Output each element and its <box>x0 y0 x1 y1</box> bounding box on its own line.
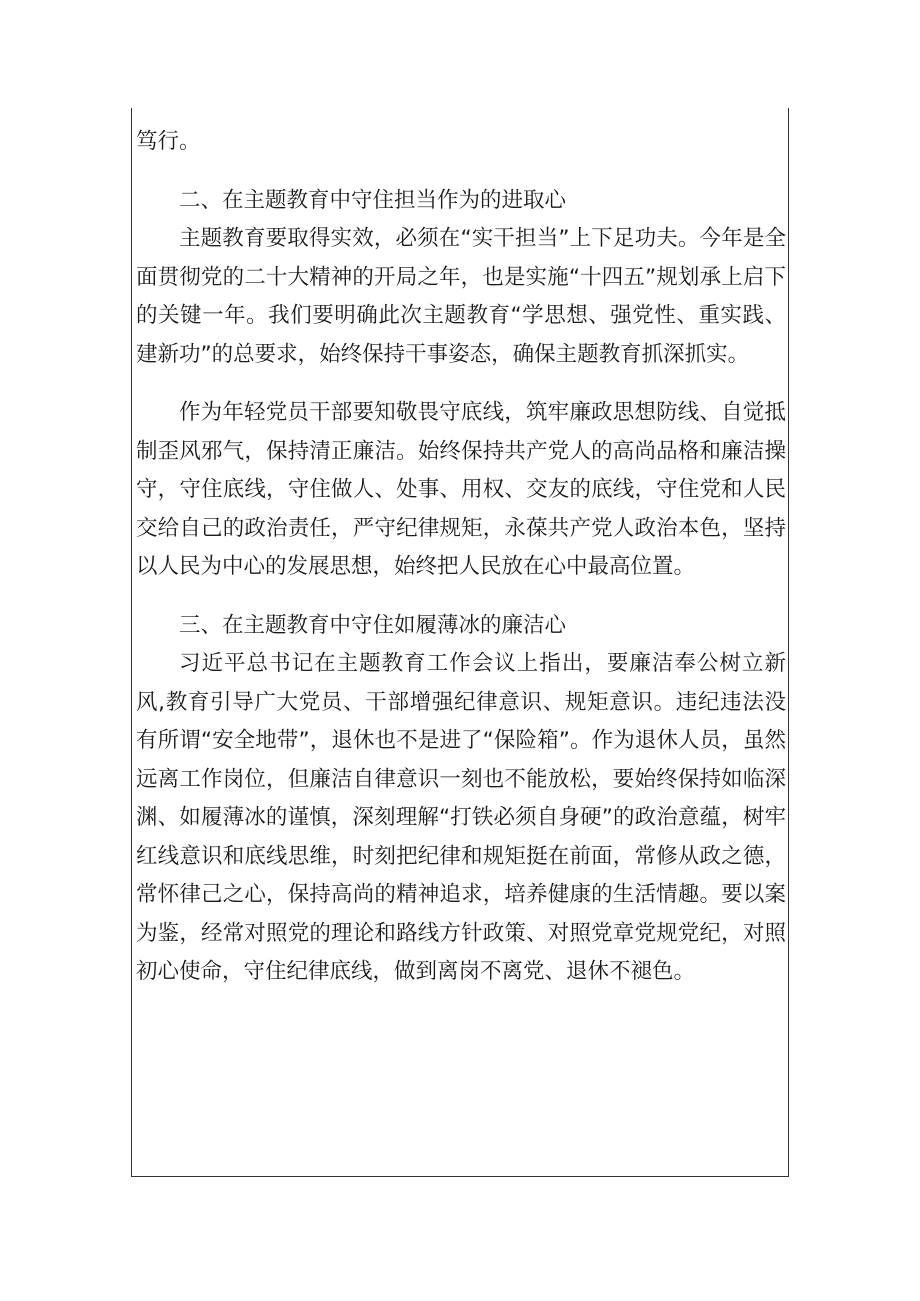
paragraph: 主题教育要取得实效，必须在“实干担当”上下足功夫。今年是全面贯彻党的二十大精神的开局之年，也是实施“十四五”规划承上启下的关键一年。我们要明确此次主题教育“学思想、强党性、重实践、建新功”的总要求，始终保持干事姿态，确保主题教育抓深抓实。 <box>136 226 786 367</box>
paragraph: 习近平总书记在主题教育工作会议上指出，要廉洁奉公树立新风,教育引导广大党员、干部增强纪律意识、规矩意识。违纪违法没有所谓“安全地带”，退休也不是进了“保险箱”。作为退休人员，虽然远离工作岗位，但廉洁自律意识一刻也不能放松，要始终保持如临深渊、如履薄冰的谨慎，深刻理解“打铁必须自身硬”的政治意蕴，树牢红线意识和底线思维，时刻把纪律和规矩挺在前面，常修从政之德，常怀律己之心，保持高尚的精神追求，培养健康的生活情趣。要以案为鉴，经常对照党的理论和路线方针政策、对照党章党规党纪，对照初心使命，守住纪律底线，做到离岗不离党、退休不褪色。 <box>136 651 786 984</box>
paragraph: 作为年轻党员干部要知敬畏守底线，筑牢廉政思想防线、自觉抵制歪风邪气，保持清正廉洁。始终保持共产党人的高尚品格和廉洁操守，守住底线，守住做人、处事、用权、交友的底线，守住党和人民交给自己的政治责任，严守纪律规矩，永葆共产党人政治本色，坚持以人民为中心的发展思想，始终把人民放在心中最高位置。 <box>136 400 786 579</box>
section-heading-3: 三、在主题教育中守住如履薄冰的廉洁心 <box>179 612 567 638</box>
document-body <box>136 123 786 992</box>
section-heading-2: 二、在主题教育中守住担当作为的进取心 <box>179 187 567 213</box>
paragraph-continuation: 笃行。 <box>136 129 201 154</box>
